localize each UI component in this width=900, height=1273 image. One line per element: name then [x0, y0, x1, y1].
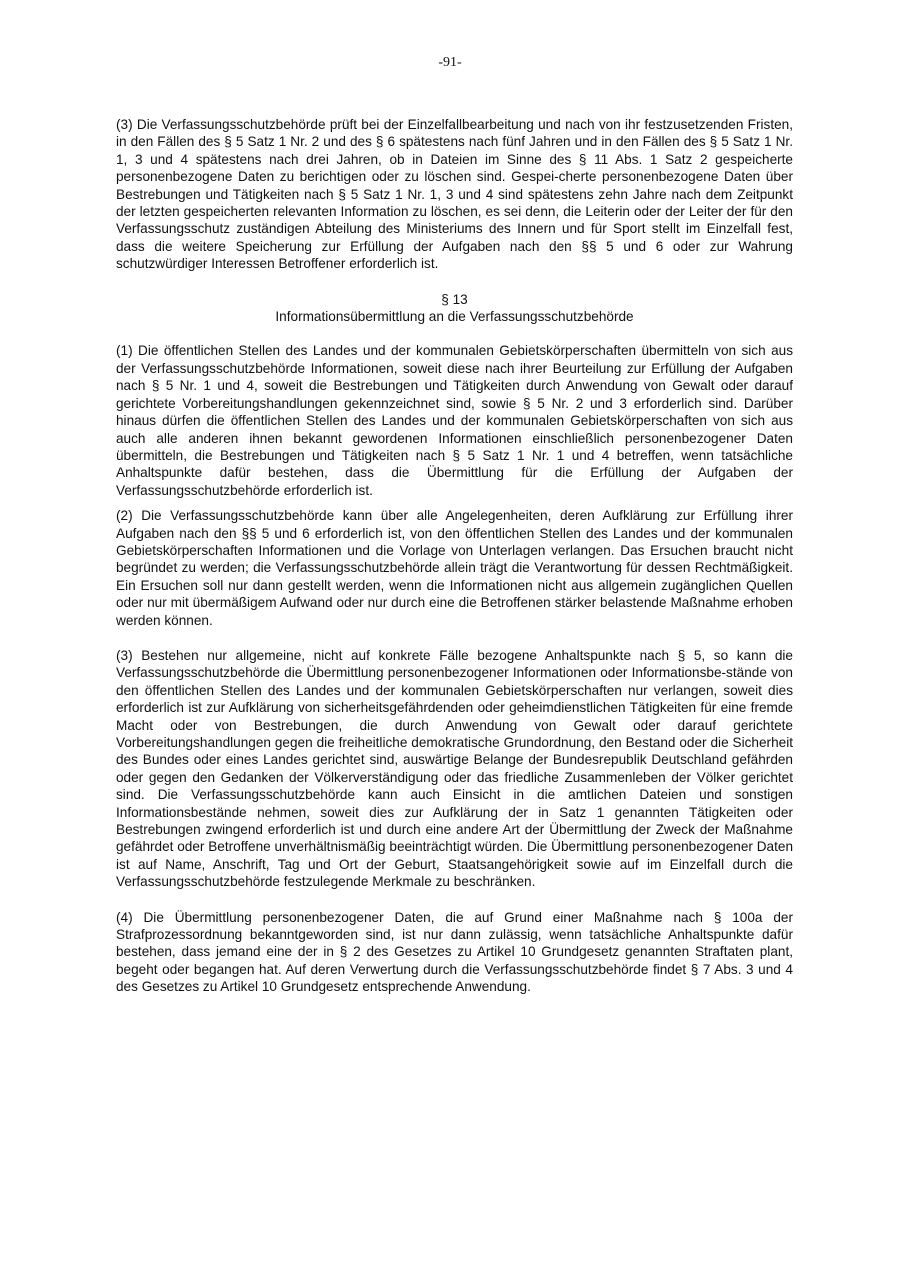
section-heading [116, 291, 793, 326]
section-title: Informationsübermittlung an die Verfassungsschutzbehörde [275, 309, 634, 325]
paragraph-3-prior-section: (3) Die Verfassungsschutzbehörde prüft bei der Einzelfallbearbeitung und nach von ihr festzusetzenden Fristen, in den Fällen des § 5 Satz 1 Nr. 2 und des § 6 spätestens nach fünf Jahren und in den Fällen des § 5 Satz 1 Nr. 1, 3 und 4 spätestens nach drei Jahren, ob in Dateien im Sinne des § 11 Abs. 1 Satz 2 gespeicherte personenbezogene Daten zu berichtigen oder zu löschen sind. Gespei-cherte personenbezogene Daten über Bestrebungen und Tätigkeiten nach § 5 Satz 1 Nr. 1, 3 und 4 sind spätestens zehn Jahre nach dem Zeitpunkt der letzten gespeicherten relevanten Information zu löschen, es sei denn, die Leiterin oder der Leiter der für den Verfassungsschutz zuständigen Abteilung des Ministeriums des Innern und für Sport stellt im Einzelfall fest, dass die weitere Speicherung zur Erfüllung der Aufgaben nach den §§ 5 und 6 oder zur Wahrung schutzwürdiger Interessen Betroffener erforderlich ist. [116, 117, 793, 272]
paragraph-2: (2) Die Verfassungsschutzbehörde kann über alle Angelegenheiten, deren Aufklärung zur Erfüllung ihrer Aufgaben nach den §§ 5 und 6 erforderlich ist, von den öffentlichen Stellen des Landes und der kommunalen Gebietskörperschaften Informationen und die Vorlage von Unterlagen verlangen. Das Ersuchen braucht nicht begründet zu werden; die Verfassungsschutzbehörde allein trägt die Verantwortung für dessen Rechtmäßigkeit. Ein Ersuchen soll nur dann gestellt werden, wenn die Informationen nicht aus allgemein zugänglichen Quellen oder nur mit übermäßigem Aufwand oder nur durch eine die Betroffenen stärker belastende Maßnahme erhoben werden können. [116, 508, 793, 628]
document-body [116, 116, 793, 996]
paragraph-4: (4) Die Übermittlung personenbezogener Daten, die auf Grund einer Maßnahme nach § 100a der Strafprozessordnung bekanntgeworden sind, ist nur dann zulässig, wenn tatsächliche Anhaltspunkte dafür bestehen, dass jemand eine der in § 2 des Gesetzes zu Artikel 10 Grundgesetz genannten Straftaten plant, begeht oder begangen hat. Auf deren Verwertung durch die Verfassungsschutzbehörde findet § 7 Abs. 3 und 4 des Gesetzes zu Artikel 10 Grundgesetz entsprechende Anwendung. [116, 909, 793, 995]
page-number: -91- [438, 55, 462, 70]
paragraph-3: (3) Bestehen nur allgemeine, nicht auf konkrete Fälle bezogene Anhaltspunkte nach § 5, so kann die Verfassungsschutzbehörde die Übermittlung personenbezogener Informationen oder Informationsbe-stände von den öffentlichen Stellen des Landes und der kommunalen Gebietskörperschaften nur verlangen, soweit dies erforderlich ist zur Aufklärung von sicherheitsgefährdenden oder geheimdienstlichen Tätigkeiten für eine fremde Macht oder von Bestrebungen, die durch Anwendung von Gewalt oder darauf gerichtete Vorbereitungshandlungen gegen die freiheitliche demokratische Grundordnung, den Bestand oder die Sicherheit des Bundes oder eines Landes gerichtet sind, auswärtige Belange der Bundesrepublik Deutschland gefährden oder gegen den Gedanken der Völkerverständigung oder das friedliche Zusammenleben der Völker gerichtet sind. Die Verfassungsschutzbehörde kann auch Einsicht in die amtlichen Dateien und sonstigen Informationsbestände nehmen, soweit dies zur Aufklärung der in Satz 1 genannten Tätigkeiten oder Bestrebungen zwingend erforderlich ist und durch eine andere Art der Übermittlung der Zweck der Maßnahme gefährdet oder Betroffene unverhältnismäßig beeinträchtigt würden. Die Übermittlung personenbezogener Daten ist auf Name, Anschrift, Tag und Ort der Geburt, Staatsangehörigkeit sowie auf im Einzelfall durch die Verfassungsschutzbehörde festzulegende Merkmale zu beschränken. [116, 647, 793, 890]
paragraph-1: (1) Die öffentlichen Stellen des Landes und der kommunalen Gebietskörperschaften übermitteln von sich aus der Verfassungsschutzbehörde Informationen, soweit diese nach ihrer Beurteilung zur Erfüllung der Aufgaben nach § 5 Nr. 1 und 4, soweit die Bestrebungen und Tätigkeiten durch Anwendung von Gewalt oder darauf gerichtete Vorbereitungshandlungen gekennzeichnet sind, sowie § 5 Nr. 2 und 3 erforderlich sind. Darüber hinaus dürfen die öffentlichen Stellen des Landes und der kommunalen Gebietskörperschaften von sich aus auch alle anderen ihnen bekannt gewordenen Informationen einschließlich personenbezogener Daten übermitteln, die Bestrebungen und Tätigkeiten nach § 5 Satz 1 Nr. 1 und 4 betreffen, wenn tatsächliche Anhaltspunkte dafür bestehen, dass die Übermittlung für die Erfüllung der Aufgaben der Verfassungsschutzbehörde erforderlich ist. [116, 343, 793, 498]
section-number: § 13 [441, 291, 468, 307]
